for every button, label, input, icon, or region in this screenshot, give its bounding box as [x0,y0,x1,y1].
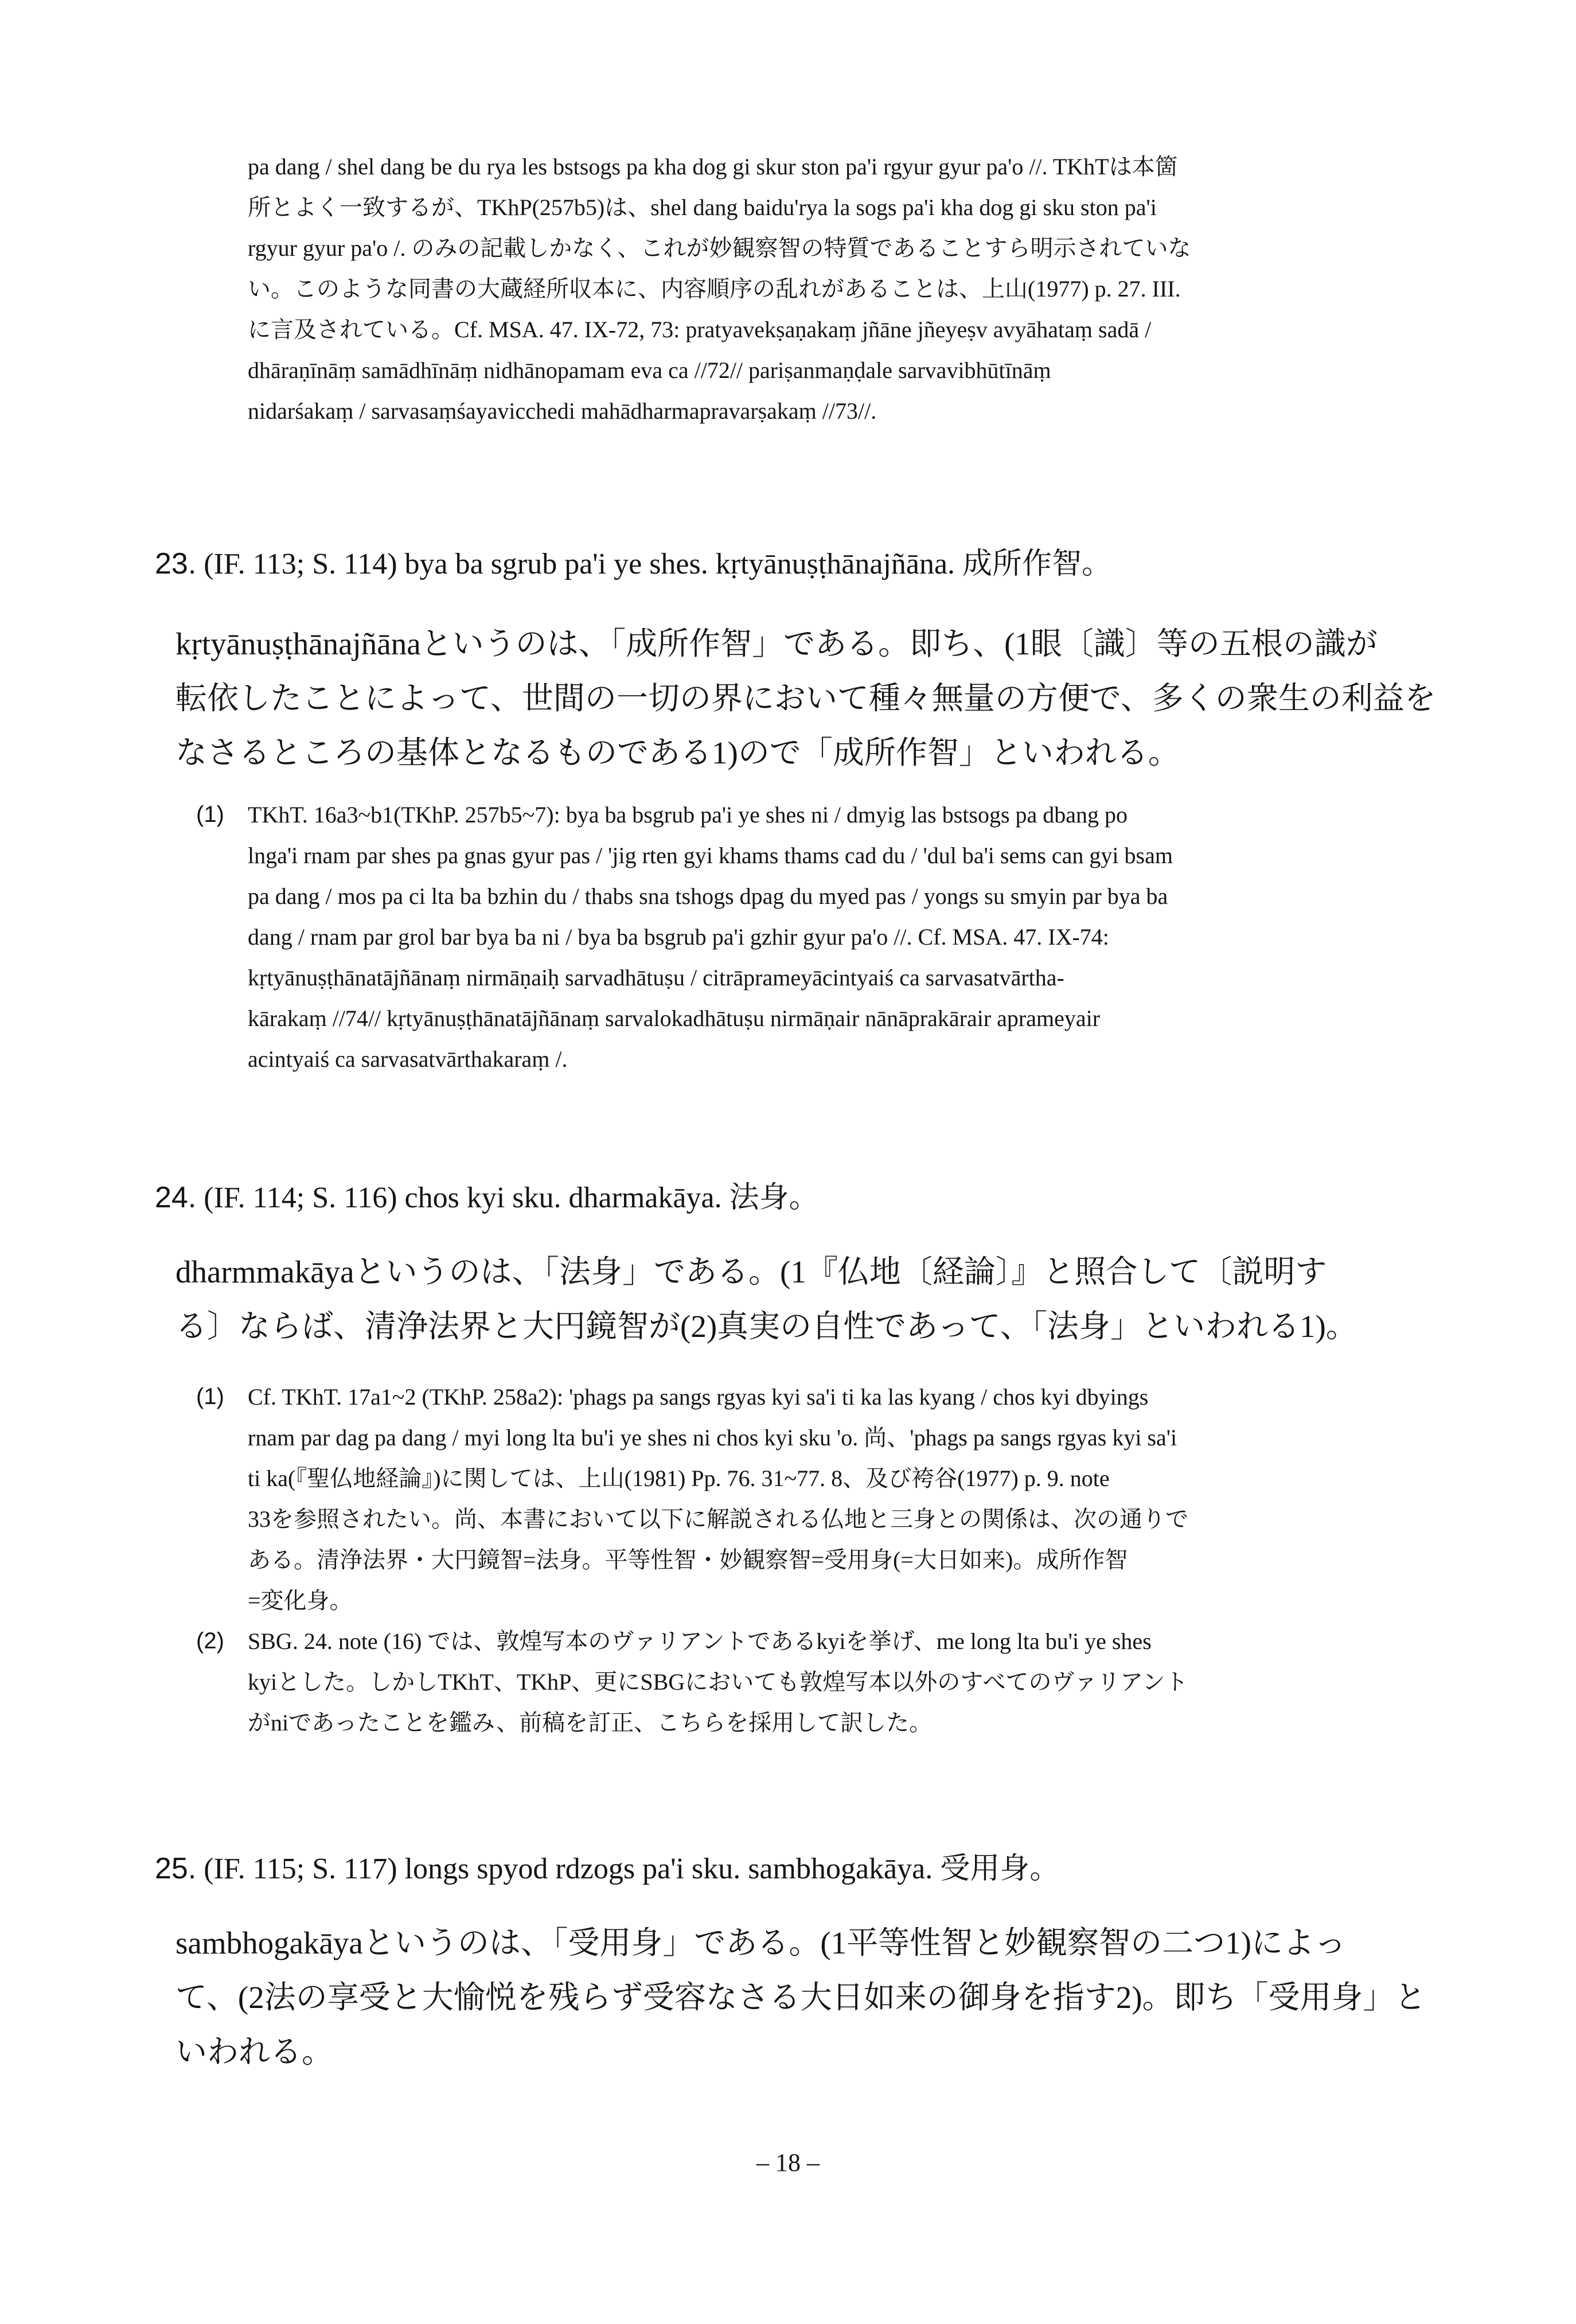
section-23-heading [155,539,1359,582]
body-line: て、(2法の享受と大愉悦を残らず受容なさる大日如来の御身を指す2)。即ち「受用身」と [175,1980,1426,2015]
footnote-line: kyiとした。しかしTKhT、TKhP、更にSBGにおいても敦煌写本以外のすべてのヴァリアント [248,1669,1188,1695]
footnote-line: dang / rnam par grol bar bya ba ni / bya ba bsgrub pa'i gzhir gyur pa'o //. Cf. MSA. 47. IX-74: [248,924,1109,950]
footnote-item [196,794,1349,1079]
footnote-line: がniであったことを鑑み、前稿を訂正、こちらを採用して訳した。 [248,1710,933,1736]
text-line: に言及されている。Cf. MSA. 47. IX-72, 73: pratyavekṣaṇakaṃ jñāne jñeyeṣv avyāhataṃ sadā / [248,317,1152,342]
section-number: 24. [155,1181,197,1214]
footnote-label: (1) [196,802,224,827]
body-line: 転依したことによって、世間の一切の界において種々無量の方便で、多くの衆生の利益を [175,681,1436,716]
footnote-line: kārakaṃ //74// kṛtyānuṣṭhānatājñānaṃ sarvalokadhātuṣu nirmāṇair nānāprakārair aprameyair [248,1005,1101,1031]
body-line: る〕ならば、清浄法界と大円鏡智が(2)真実の自性であって、「法身」といわれる1)。 [175,1309,1357,1344]
footnote-line: lnga'i rnam par shes pa gnas gyur pas / 'jig rten gyi khams thams cad du / 'dul ba'i sems can gyi bsam [248,843,1173,868]
body-line: いわれる。 [175,2034,334,2069]
body-line: なさるところの基体となるものである1)ので「成所作智」といわれる。 [175,735,1180,770]
footnote-line: TKhT. 16a3~b1(TKhP. 257b5~7): bya ba bsgrub pa'i ye shes ni / dmyig las bstsogs pa dbang po [248,802,1128,828]
footnote-line: ある。清浄法界・大円鏡智=法身。平等性智・妙観察智=受用身(=大日如来)。成所作智 [248,1547,1128,1573]
section-title: (IF. 113; S. 114) bya ba sgrub pa'i ye shes. kṛtyānuṣṭhānajñāna. 成所作智。 [204,548,1112,580]
section-24-footnotes [196,1377,1349,1743]
section-number: 23. [155,547,197,580]
footnote-line: ti ka(『聖仏地経論』)に関しては、上山(1981) Pp. 76. 31~77. 8、及び袴谷(1977) p. 9. note [248,1465,1110,1491]
text-line: rgyur gyur pa'o /. のみの記載しかなく、これが妙観察智の特質であることすら明示されていな [248,235,1191,261]
section-23-footnotes [196,794,1349,1079]
text-line: nidarśakaṃ / sarvasaṃśayavicchedi mahādharmapravarṣakaṃ //73//. [248,398,877,424]
continued-footnote [248,146,1349,431]
footnote-line: SBG. 24. note (16) では、敦煌写本のヴァリアントであるkyiを挙げ、me long lta bu'i ye shes [248,1628,1152,1654]
section-number: 25. [155,1852,197,1885]
text-line: dhāraṇīnāṃ samādhīnāṃ nidhānopamam eva ca //72// pariṣanmaṇḍale sarvavibhūtīnāṃ [248,357,1051,383]
footnote-label: (2) [196,1628,224,1654]
section-25-heading [155,1844,1359,1887]
section-25-body [175,1916,1426,2079]
page-number: – 18 – [756,2148,820,2177]
text-line: 所とよく一致するが、TKhP(257b5)は、shel dang baidu'rya la sogs pa'i kha dog gi sku ston pa'i [248,194,1157,220]
text-line: い。このような同書の大蔵経所収本に、内容順序の乱れがあることは、上山(1977) p. 27. III. [248,276,1181,302]
footnote-line: =変化身。 [248,1588,353,1613]
footnote-line: pa dang / mos pa ci lta ba bzhin du / thabs sna tshogs dpag du myed pas / yongs su smyin par bya ba [248,883,1168,909]
section-24-body [175,1245,1357,1354]
body-line: dharmmakāyaというのは、「法身」である。(1『仏地〔経論〕』と照合して〔説明す [175,1254,1327,1289]
section-title: (IF. 115; S. 117) longs spyod rdzogs pa'i sku. sambhogakāya. 受用身。 [204,1853,1060,1885]
footnote-item [196,1621,1349,1743]
section-24-heading [155,1173,1359,1216]
footnote-line: acintyaiś ca sarvasatvārthakaraṃ /. [248,1046,568,1072]
footnote-item [196,1377,1349,1621]
section-23-body [175,617,1436,780]
text-line: pa dang / shel dang be du rya les bstsogs pa kha dog gi skur ston pa'i rgyur gyur pa'o //. TKhTは本箇 [248,154,1178,180]
section-title: (IF. 114; S. 116) chos kyi sku. dharmakāya. 法身。 [204,1182,819,1214]
body-line: sambhogakāyaというのは、「受用身」である。(1平等性智と妙観察智の二つ1)によっ [175,1925,1346,1960]
footnote-line: 33を参照されたい。尚、本書において以下に解説される仏地と三身との関係は、次の通りで [248,1506,1188,1532]
footnote-label: (1) [196,1384,224,1409]
footnote-line: Cf. TKhT. 17a1~2 (TKhP. 258a2): 'phags pa sangs rgyas kyi sa'i ti ka las kyang / chos kyi dbyings [248,1384,1149,1410]
footnote-line: rnam par dag pa dang / myi long lta bu'i ye shes ni chos kyi sku 'o. 尚、'phags pa sangs rgyas kyi sa'i [248,1425,1177,1450]
body-line: kṛtyānuṣṭhānajñānaというのは、「成所作智」である。即ち、(1眼〔識〕等の五根の識が [175,626,1378,661]
footnote-line: kṛtyānuṣṭhānatājñānaṃ nirmāṇaiḥ sarvadhātuṣu / citrāprameyācintyaiś ca sarvasatvārtha- [248,965,1064,991]
